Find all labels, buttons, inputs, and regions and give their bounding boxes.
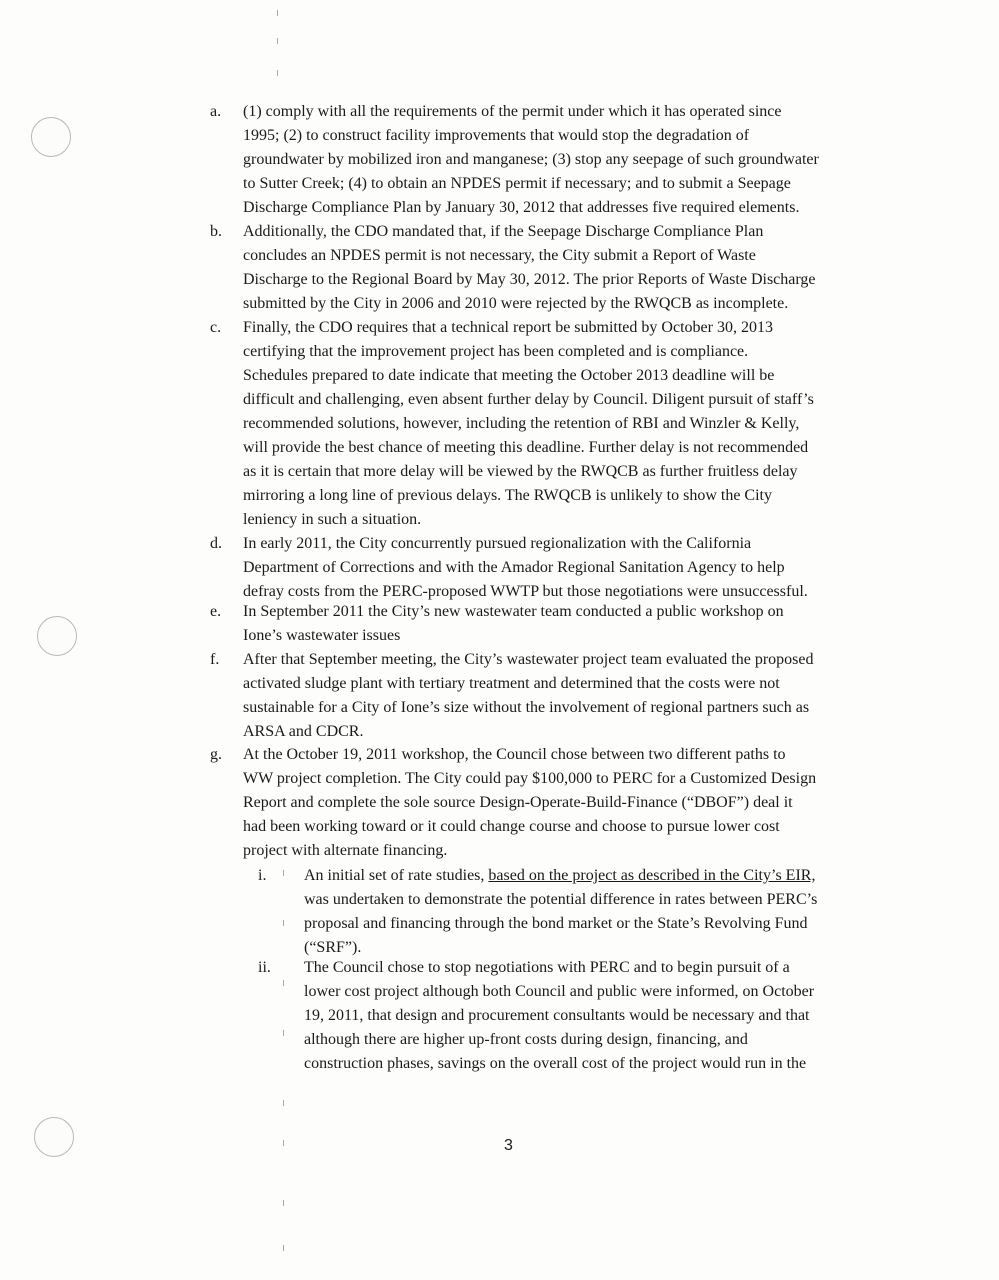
text-line: Finally, the CDO requires that a technical report be submitted by October 30, 2013 [243, 319, 773, 336]
text-line: After that September meeting, the City’s wastewater project team evaluated the proposed [243, 651, 814, 668]
text-line: concludes an NPDES permit is not necessary, the City submit a Report of Waste [243, 247, 756, 264]
text-line: although there are higher up-front costs during design, financing, and [304, 1031, 748, 1048]
underlined-text: based on the project as described in the City’s EIR, [488, 867, 816, 884]
list-marker: g. [210, 746, 222, 763]
text-line: (1) comply with all the requirements of the permit under which it has operated since [243, 103, 782, 120]
text-line [304, 864, 904, 888]
sub-list-marker: i. [258, 867, 267, 884]
text-line: Report and complete the sole source Design-Operate-Build-Finance (“DBOF”) deal it [243, 794, 793, 811]
text-line: proposal and financing through the bond market or the State’s Revolving Fund [304, 915, 808, 932]
text-line: In early 2011, the City concurrently pursued regionalization with the California [243, 535, 752, 552]
text-line: submitted by the City in 2006 and 2010 were rejected by the RWQCB as incomplete. [243, 295, 789, 312]
list-marker: f. [210, 651, 220, 668]
text-line: mirroring a long line of previous delays. The RWQCB is unlikely to show the City [243, 487, 772, 504]
text-line: The Council chose to stop negotiations with PERC and to begin pursuit of a [304, 959, 790, 976]
list-marker: e. [210, 603, 222, 620]
text-line: Department of Corrections and with the Amador Regional Sanitation Agency to help [243, 559, 785, 576]
text-line: WW project completion. The City could pay $100,000 to PERC for a Customized Design [243, 770, 817, 787]
text-line: Ione’s wastewater issues [243, 627, 401, 644]
list-marker: d. [210, 535, 222, 552]
text-line: recommended solutions, however, including the retention of RBI and Winzler & Kelly, [243, 415, 800, 432]
text-line: difficult and challenging, even absent further delay by Council. Diligent pursuit of staff’s [243, 391, 814, 408]
text-line: activated sludge plant with tertiary treatment and determined that the costs were not [243, 675, 780, 692]
text-line: sustainable for a City of Ione’s size without the involvement of regional partners such as [243, 699, 810, 716]
scan-marks-bottom [283, 870, 287, 1260]
text-line: defray costs from the PERC-proposed WWTP but those negotiations were unsuccessful. [243, 583, 808, 600]
text-line: project with alternate financing. [243, 842, 448, 859]
page-number: 3 [504, 1137, 513, 1154]
text-line: ARSA and CDCR. [243, 723, 364, 740]
text-line: construction phases, savings on the overall cost of the project would run in the [304, 1055, 807, 1072]
text-line: Schedules prepared to date indicate that meeting the October 2013 deadline will be [243, 367, 775, 384]
text-line: 19, 2011, that design and procurement consultants would be necessary and that [304, 1007, 810, 1024]
text-line: certifying that the improvement project has been completed and is compliance. [243, 343, 749, 360]
text-line: had been working toward or it could change course and choose to pursue lower cost [243, 818, 780, 835]
text-line: to Sutter Creek; (4) to obtain an NPDES permit if necessary; and to submit a Seepage [243, 175, 791, 192]
punch-hole-bottom [34, 1117, 74, 1157]
text-line: At the October 19, 2011 workshop, the Council chose between two different paths to [243, 746, 786, 763]
text-line: lower cost project although both Council and public were informed, on October [304, 983, 815, 1000]
text-line: 1995; (2) to construct facility improvements that would stop the degradation of [243, 127, 750, 144]
text-line: Discharge to the Regional Board by May 30, 2012. The prior Reports of Waste Discharge [243, 271, 816, 288]
list-marker: b. [210, 223, 222, 240]
sub-list-marker: ii. [258, 959, 271, 976]
list-marker: a. [210, 103, 222, 120]
text-line: groundwater by mobilized iron and manganese; (3) stop any seepage of such groundwater [243, 151, 819, 168]
scan-marks-top [277, 8, 281, 88]
text-line: (“SRF”). [304, 939, 362, 956]
text-segment: An initial set of rate studies, [304, 867, 489, 884]
text-line: In September 2011 the City’s new wastewater team conducted a public workshop on [243, 603, 784, 620]
text-line: leniency in such a situation. [243, 511, 422, 528]
text-line: Discharge Compliance Plan by January 30, 2012 that addresses five required elements. [243, 199, 800, 216]
punch-hole-top [31, 117, 71, 157]
punch-hole-middle [37, 616, 77, 656]
list-marker: c. [210, 319, 222, 336]
text-line: Additionally, the CDO mandated that, if the Seepage Discharge Compliance Plan [243, 223, 764, 240]
text-line: was undertaken to demonstrate the potential difference in rates between PERC’s [304, 891, 818, 908]
text-line: will provide the best chance of meeting this deadline. Further delay is not recommended [243, 439, 809, 456]
text-line: as it is certain that more delay will be viewed by the RWQCB as further fruitless delay [243, 463, 798, 480]
